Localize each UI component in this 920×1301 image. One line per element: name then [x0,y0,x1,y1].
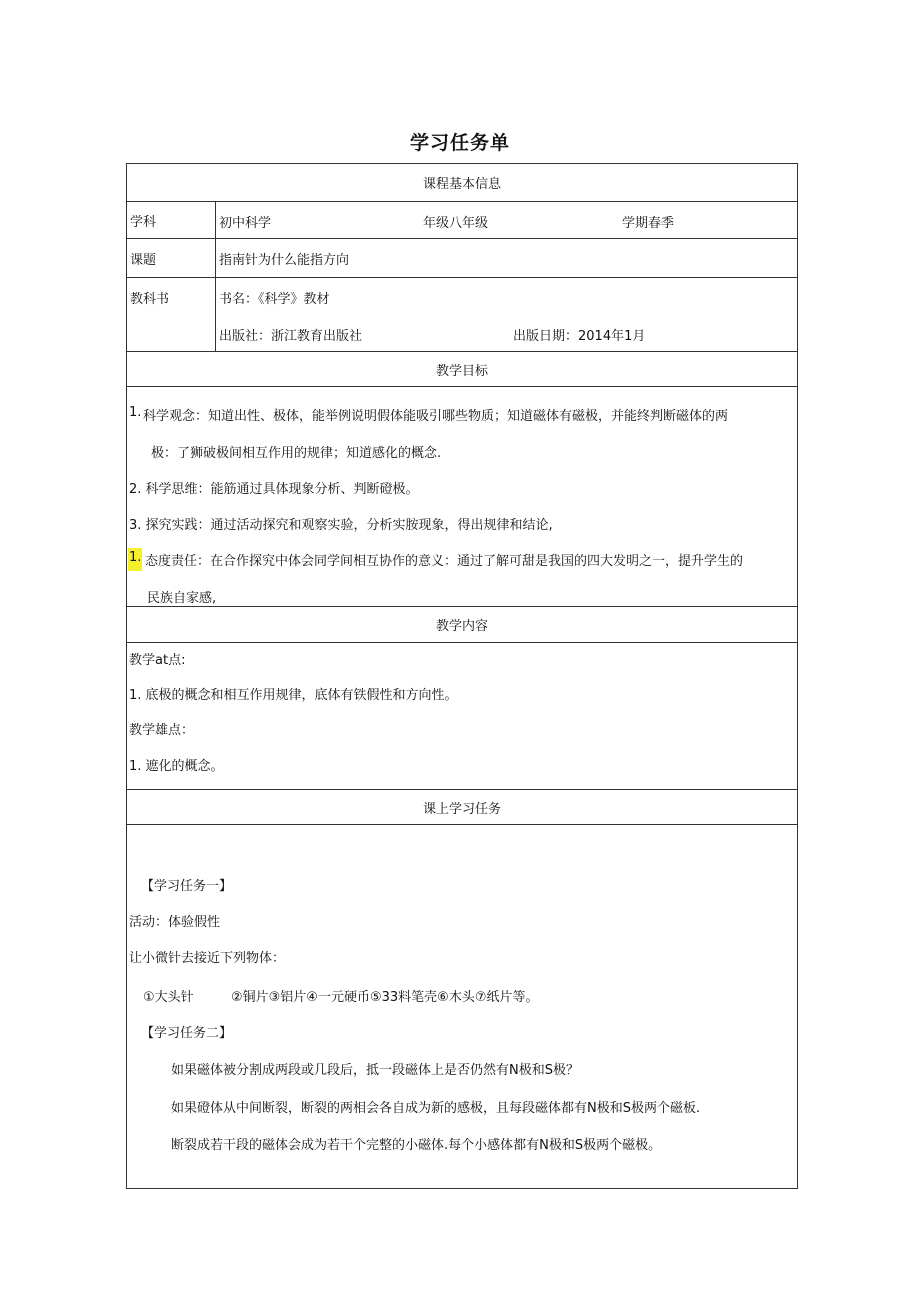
key-points-label: 教学at点: [129,653,186,668]
task-1-title: 【学习任务一】 [141,879,233,894]
goals-header: 教学目标 [127,352,798,387]
basic-info-header: 课程基本信息 [127,164,798,202]
items-part-a: ①大头针 [143,990,194,1005]
goal-4-line-1: 态度责任：在合作探究中体会同学间相互协作的意义：通过了解可甜是我国的四大发明之一，提升学生的 [145,554,744,569]
goal-2: 2. 科学思维：能筋通过具体现象分析、判断磴极。 [129,482,419,497]
topic-value: 指南针为什么能指方向 [216,239,798,278]
book-name: 书名：《科学》教材 [219,292,330,307]
subject-label: 学科 [127,202,216,239]
goals-cell [127,387,798,607]
instruction-line: 让小微针去接近下列物体： [129,951,286,966]
task-2-title: 【学习任务二】 [141,1026,233,1041]
page-title: 学习任务单 [409,132,510,154]
goals-header-row [127,352,798,387]
tasks-cell [127,825,798,1189]
difficult-points-label: 教学雄点： [129,723,195,738]
textbook-row [127,278,798,352]
key-point-1: 1. 底极的概念和相互作用规律，底体有铁假性和方向性。 [129,688,458,703]
task-2-question: 如果磁体被分割成两段或几段后，抵一段磁体上是否仍然有N极和S极？ [171,1063,579,1078]
textbook-cell [216,278,798,352]
subject-cell [216,202,798,239]
topic-row [127,239,798,278]
activity-line: 活动：体验假性 [129,915,221,930]
subject-value: 初中科学 [219,216,272,231]
content-cell [127,643,798,790]
tasks-row [127,825,798,1189]
tasks-header-row [127,790,798,825]
topic-label: 课题 [127,239,216,278]
content-header-row [127,607,798,643]
goal-1-number: 1. [129,405,142,420]
term-value: 学期春季 [622,216,675,231]
goal-1-line-2: 极：了狮破极间相互作用的规律；知道感化的概念. [151,446,442,461]
publication-date: 出版日期：2014年1月 [513,329,646,344]
goal-4-number-highlight: 1. [128,548,142,571]
content-header: 教学内容 [127,607,798,643]
basic-info-header-row [127,164,798,202]
task-2-answer-1: 如果磴体从中间断裂，断裂的两相会各自成为新的感极，且每段磁体都有N极和S极两个磁板. [171,1101,701,1116]
subject-row [127,202,798,239]
difficult-point-1: 1. 遮化的概念。 [129,759,224,774]
goal-4-line-2: 民族自家感, [147,591,217,606]
content-row [127,643,798,790]
goals-row [127,387,798,607]
items-part-b: ②铜片③铝片④一元硬币⑤33料笔壳⑥木头⑦纸片等。 [231,990,539,1005]
goal-1-line-1: 科学观念：知道出性、极体，能举例说明假体能吸引哪些物质；知道磁体有磁极，并能终判断磁体的两 [143,409,729,424]
task-sheet-table [126,163,798,1189]
tasks-header: 课上学习任务 [127,790,798,825]
grade-value: 年级八年级 [423,216,489,231]
task-2-answer-2: 断裂成若干段的磁体会成为若干个完整的小磁体.每个小感体都有N极和S极两个磁极。 [171,1138,662,1153]
publisher: 出版社：浙江教育出版社 [219,329,363,344]
textbook-label: 教科书 [130,292,170,307]
goal-3: 3. 探究实践：通过活动探究和观察实验，分析实胺现象，得出规律和结论, [129,518,553,533]
